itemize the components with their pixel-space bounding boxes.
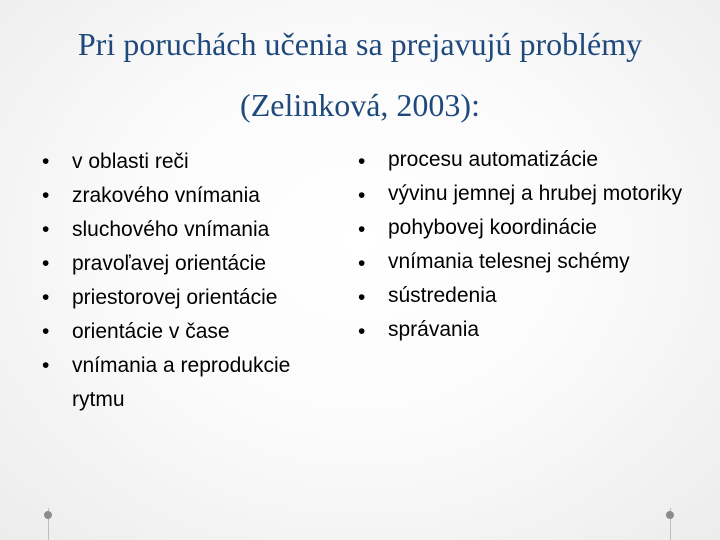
bottom-right-dot-icon <box>666 511 674 519</box>
bullet-icon: • <box>358 286 366 309</box>
list-item-text: orientácie v čase <box>72 320 230 343</box>
list-item <box>358 315 698 345</box>
bullet-icon: • <box>42 150 50 173</box>
bottom-left-dot-icon <box>44 511 52 519</box>
list-item <box>42 281 342 315</box>
list-item-text: sluchového vnímania <box>72 218 270 241</box>
list-item-text: správania <box>388 318 480 341</box>
bullet-icon: • <box>358 252 366 275</box>
left-bullet-list <box>42 145 342 417</box>
right-bullet-list <box>358 145 698 349</box>
list-item <box>42 315 342 349</box>
bullet-icon: • <box>358 184 366 207</box>
list-item-text: pohybovej koordinácie <box>388 216 597 239</box>
list-item-text: sústredenia <box>388 284 497 307</box>
list-item <box>42 145 342 179</box>
list-item <box>358 247 698 277</box>
list-item <box>358 281 698 311</box>
list-item <box>42 213 342 247</box>
list-item-text: vnímania a reprodukcie rytmu <box>72 354 291 411</box>
bullet-icon: • <box>42 184 50 207</box>
bullet-icon: • <box>42 320 50 343</box>
list-item <box>42 179 342 213</box>
list-item <box>358 213 698 243</box>
list-item-text: procesu automatizácie <box>388 148 599 171</box>
list-item <box>42 247 342 281</box>
bullet-icon: • <box>42 286 50 309</box>
list-item <box>358 179 698 209</box>
bullet-icon: • <box>42 218 50 241</box>
list-item <box>358 145 698 175</box>
bullet-icon: • <box>358 320 366 343</box>
bullet-icon: • <box>358 150 366 173</box>
list-item-text: v oblasti reči <box>72 150 189 173</box>
bullet-icon: • <box>358 218 366 241</box>
list-item-text: pravoľavej orientácie <box>72 252 267 275</box>
list-item-text: vývinu jemnej a hrubej motoriky <box>388 182 683 205</box>
list-item <box>42 349 342 417</box>
bullet-icon: • <box>42 354 50 377</box>
slide-title: Pri poruchách učenia sa prejavujú problémy (Zelinková, 2003): <box>77 26 643 123</box>
list-item-text: vnímania telesnej schémy <box>388 250 630 273</box>
list-item-text: priestorovej orientácie <box>72 286 278 309</box>
list-item-text: zrakového vnímania <box>72 184 260 207</box>
bullet-icon: • <box>42 252 50 275</box>
